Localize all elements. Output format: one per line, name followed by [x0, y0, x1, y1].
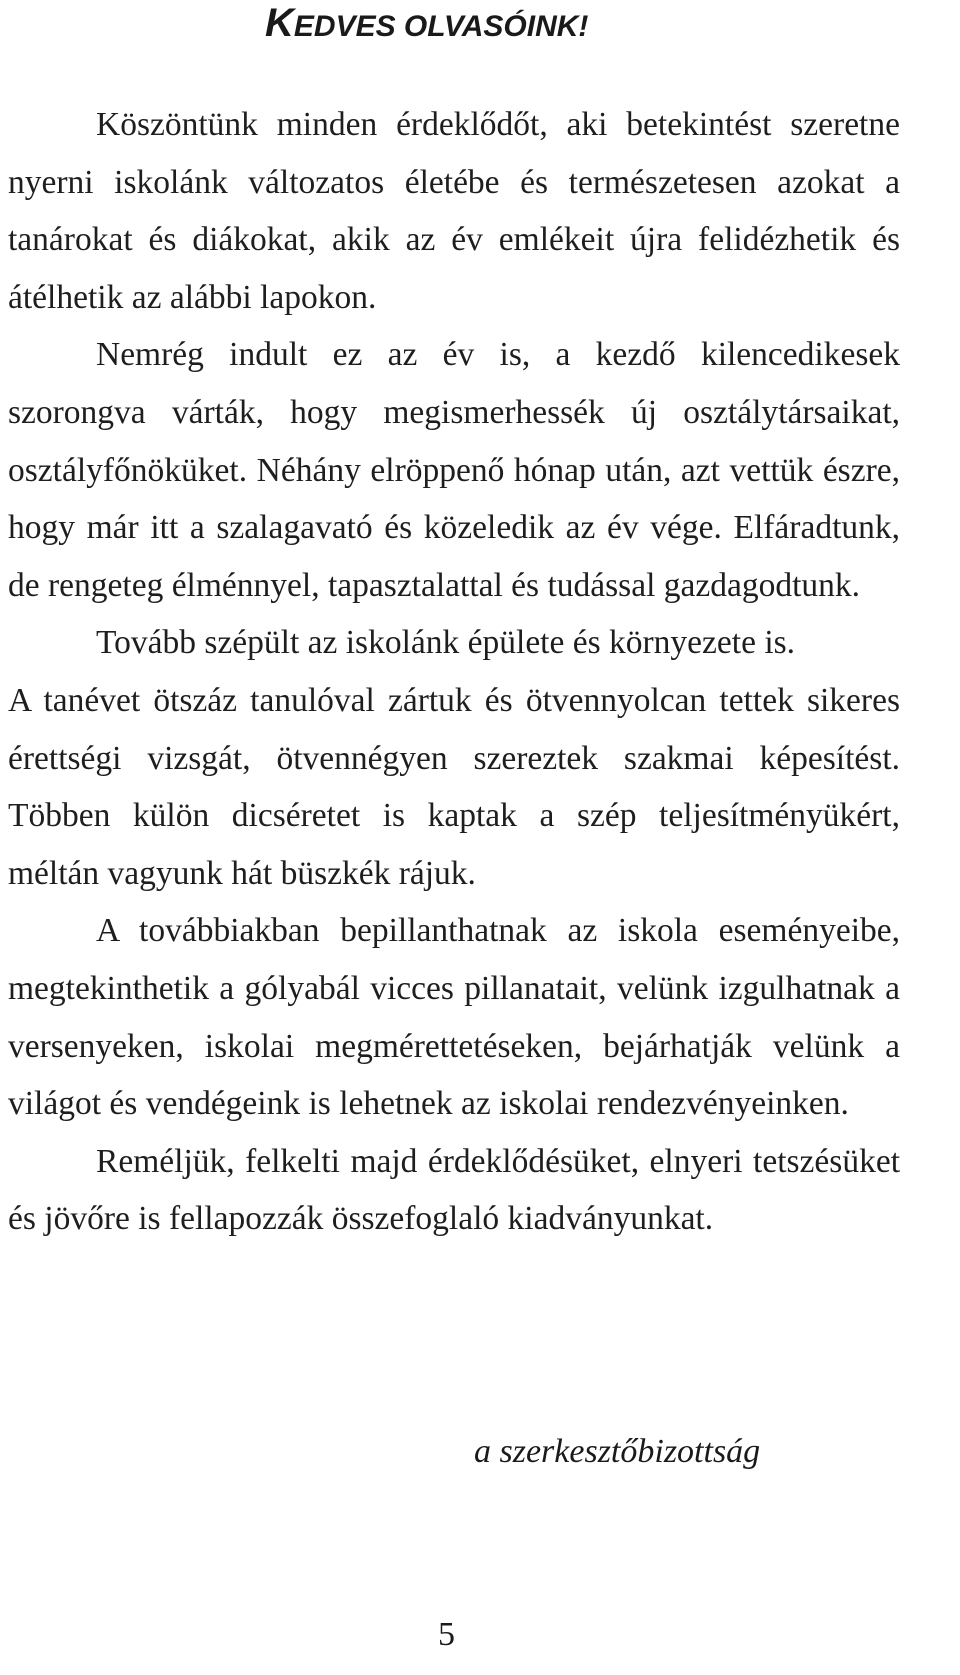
- title-initial: K: [265, 1, 294, 45]
- article-body: [8, 96, 900, 1248]
- title-rest: EDVES OLVASÓINK!: [293, 10, 589, 43]
- paragraph-results: A tanévet ötszáz tanulóval zártuk és ötvennyolcan tettek sikeres érettségi vizsgát, ötvennégyen szereztek szakmai képesítést. Többen külön dicséretet is kaptak a szép teljesítményükért, méltán vagyunk hát büszkék rájuk.: [8, 681, 900, 892]
- page-number: 5: [438, 1616, 455, 1653]
- paragraph-closing: Reméljük, felkelti majd érdeklődésüket, elnyeri tetszésüket és jövőre is fellapozzák összefoglaló kiadványunkat.: [8, 1142, 900, 1238]
- paragraph-school-year: Nemrég indult ez az év is, a kezdő kilencedikesek szorongva várták, hogy megismerhessék új osztálytársaikat, osztályfőnöküket. Néhány elröppenő hónap után, azt vettük észre, hogy már itt a szalagavató és közeledik az év vége. Elfáradtunk, de rengeteg élménnyel, tapasztalattal és tudással gazdagodtunk.: [8, 336, 900, 604]
- paragraph-greeting: Köszöntünk minden érdeklődőt, aki betekintést szeretne nyerni iskolánk változatos életébe és természetesen azokat a tanárokat és diákokat, akik az év emlékeit újra felidézhetik és átélhetik az alábbi lapokon.: [8, 106, 900, 316]
- signature: a szerkesztőbizottság: [474, 1433, 761, 1470]
- paragraph-events: A továbbiakban bepillanthatnak az iskola eseményeibe, megtekinthetik a gólyabál vicces pillanatait, velünk izgulhatnak a versenyeken, iskolai megmérettetéseken, bejárhatják velünk a világot és vendégeink is lehetnek az iskolai rendezvényeinken.: [8, 912, 900, 1123]
- paragraph-building: Tovább szépült az iskolánk épülete és környezete is.: [96, 624, 796, 662]
- page-title: [265, 0, 588, 50]
